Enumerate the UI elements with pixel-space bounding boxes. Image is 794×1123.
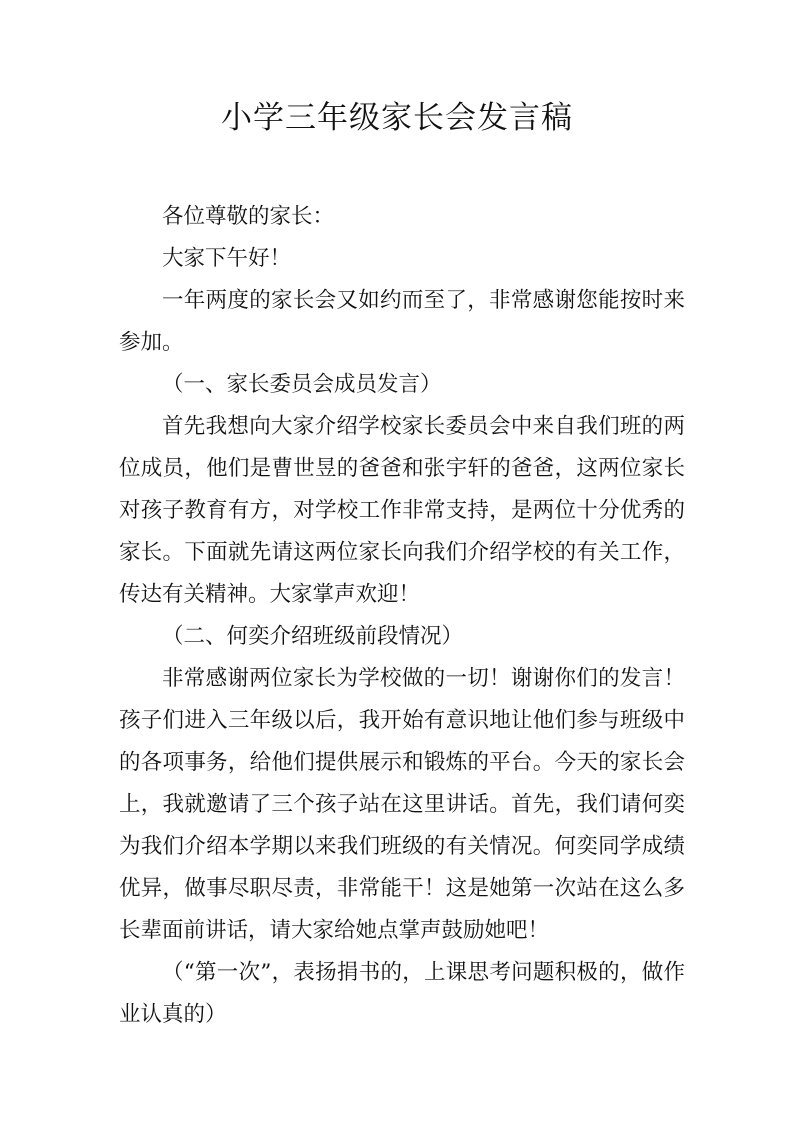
intro-paragraph: 一年两度的家长会又如约而至了，非常感谢您能按时来参加。 (119, 288, 685, 355)
document-body (119, 196, 685, 1036)
section-heading-1: （一、家长委员会成员发言） (162, 372, 442, 397)
greeting-paragraph: 各位尊敬的家长： (162, 204, 335, 229)
committee-paragraph: 首先我想向大家介绍学校家长委员会中来自我们班的两位成员，他们是曹世昱的爸爸和张宇轩的爸爸，这两位家长对孩子教育有方，对学校工作非常支持，是两位十分优秀的家长。下面就先请这两位家长向我们介绍学校的有关工作，传达有关精神。大家掌声欢迎！ (119, 414, 685, 607)
note-paragraph: （“第一次”，表扬捐书的，上课思考问题积极的，做作业认真的） (119, 960, 685, 1027)
document-title: 小学三年级家长会发言稿 (221, 100, 573, 136)
class-report-paragraph: 非常感谢两位家长为学校做的一切！谢谢你们的发言！孩子们进入三年级以后，我开始有意识地让他们参与班级中的各项事务，给他们提供展示和锻炼的平台。今天的家长会上，我就邀请了三个孩子站在这里讲话。首先，我们请何奕为我们介绍本学期以来我们班级的有关情况。何奕同学成绩优异，做事尽职尽责，非常能干！这是她第一次站在这么多长辈面前讲话，请大家给她点掌声鼓励她吧！ (119, 666, 685, 943)
section-heading-2: （二、何奕介绍班级前段情况） (162, 624, 464, 649)
salutation-paragraph: 大家下午好！ (162, 246, 292, 271)
